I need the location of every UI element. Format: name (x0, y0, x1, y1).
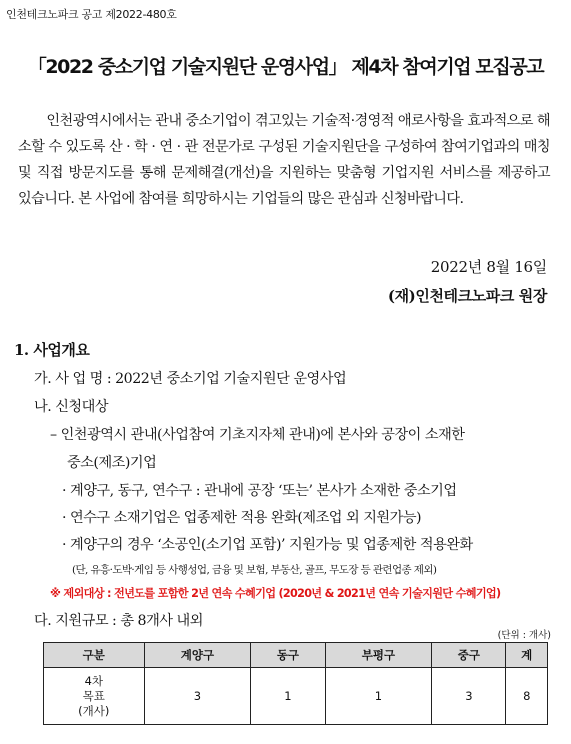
eligibility-line: 중소(제조)기업 (67, 455, 157, 471)
eligibility-bullet: · 연수구 소재기업은 업종제한 적용 완화(제조업 외 지원가능) (62, 510, 422, 526)
intro-text: 인천광역시에서는 관내 중소기업이 겪고있는 기술적·경영적 애로사항을 효과적으로 해소할 수 있도록 산 · 학 · 연 · 관 전문가로 구성된 기술지원단을 구성하여 참여기업과의 매칭 및 직접 방문지도를 통해 문제해결(개선)을 지원하는 맞춤형 기업지원 서비스를 제공하고 있습니다. 본 사업에 참여를 희망하시는 기업들의 많은 관심과 신청바랍니다. (18, 113, 550, 207)
notice-number: 인천테크노파크 공고 제2022-480호 (6, 8, 177, 21)
table-cell: 1 (251, 668, 325, 725)
project-name-item: 가. 사 업 명 : 2022년 중소기업 기술지원단 운영사업 (34, 371, 347, 387)
table-header-cell: 중구 (432, 643, 506, 668)
table-cell: 1 (325, 668, 432, 725)
restricted-industries-note: (단, 유흥·도박·게임 등 사행성업, 금융 및 보험, 부동산, 골프, 무도장 등 관련업종 제외) (72, 564, 437, 576)
eligibility-bullet: · 계양구의 경우 ‘소공인(소기업 포함)’ 지원가능 및 업종제한 적용완화 (62, 537, 473, 553)
exclusion-notice: ※ 제외대상 : 전년도를 포함한 2년 연속 수혜기업 (2020년 & 2021년 연속 기술지원단 수혜기업) (50, 587, 501, 600)
row-label (44, 668, 145, 725)
table-cell: 3 (144, 668, 251, 725)
eligibility-bullet: · 계양구, 동구, 연수구 : 관내에 공장 ‘또는’ 본사가 소재한 중소기업 (62, 483, 457, 499)
table-header-row (44, 643, 548, 668)
table-cell: 3 (432, 668, 506, 725)
row-label-line: 4차 (84, 673, 103, 688)
announcement-date: 2022년 8월 16일 (430, 258, 547, 276)
table-row (44, 668, 548, 725)
page-title: 「2022 중소기업 기술지원단 운영사업」 제4차 참여기업 모집공고 (27, 56, 544, 78)
unit-label: (단위 : 개사) (497, 630, 551, 641)
support-table (43, 642, 548, 725)
organization-name: (재)인천테크노파크 원장 (387, 287, 547, 305)
row-label-line: (개사) (78, 703, 110, 718)
table-header-cell: 계 (506, 643, 548, 668)
eligibility-line: – 인천광역시 관내(사업참여 기초지자체 관내)에 본사와 공장이 소재한 (50, 427, 465, 443)
table-header-cell: 계양구 (144, 643, 251, 668)
table-header-cell: 구분 (44, 643, 145, 668)
intro-paragraph (18, 108, 550, 212)
eligibility-heading: 나. 신청대상 (34, 399, 109, 415)
table-header-cell: 부평구 (325, 643, 432, 668)
table-header-cell: 동구 (251, 643, 325, 668)
support-scale-item: 다. 지원규모 : 총 8개사 내외 (34, 613, 203, 629)
table-cell: 8 (506, 668, 548, 725)
section-heading: 1. 사업개요 (14, 341, 90, 359)
row-label-line: 목표 (82, 688, 105, 703)
